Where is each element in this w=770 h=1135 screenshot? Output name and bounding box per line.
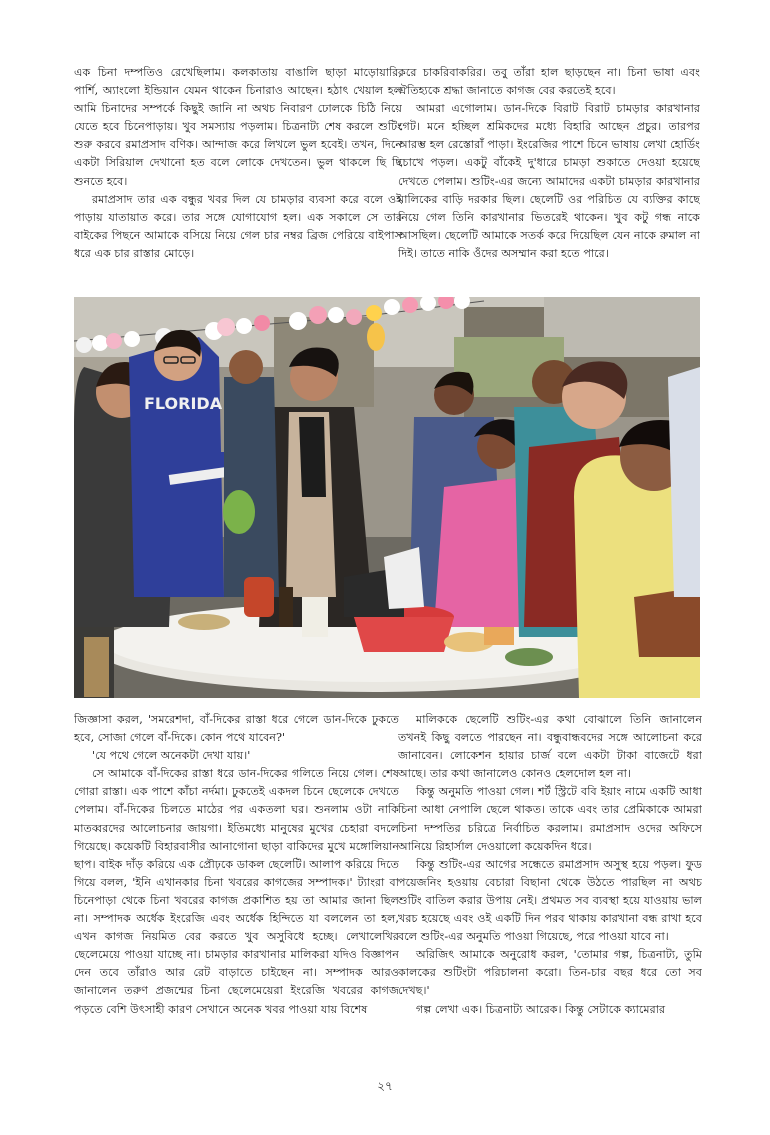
text-column-top-right: [398, 64, 700, 280]
paragraph: করে চাকরিবাকরির। তবু তাঁরা হাল ছাড়ছেন না। চিনা ভাষা এবং ঐতিহ্যকে শ্রদ্ধা জানাতে কাগজ বের করতেই হবে।: [398, 66, 700, 98]
text-column-bottom-right: [398, 711, 702, 1061]
text-column-top-left: [74, 64, 402, 280]
shirt-lettering: FLORIDA: [144, 394, 223, 413]
street-market-photo: [74, 297, 700, 698]
paragraph: 'যে পথে গেলে অনেকটা দেখা যায়।': [92, 749, 251, 763]
paragraph: জিজ্ঞাসা করল, 'সমরেশদা, বাঁ-দিকের রাস্তা ধরে গেলে ডান-দিকে ঢুকতে হবে, সোজা গেলে বাঁ-দিকে। কোন পথে যাবেন?': [74, 713, 399, 745]
page-number: ২৭: [377, 1079, 393, 1093]
text-column-bottom-left: [74, 711, 399, 1061]
paragraph: এক চিনা দম্পতিও রেখেছিলাম। কলকাতায় বাঙালি ছাড়া মাড়োয়ারি, পার্শি, অ্যাংলো ইন্ডিয়ান যেমন থাকেন চিনারাও আছেন। হঠাৎ খেয়াল হল আমি চিনাদের সম্পর্কে কিছুই জানি না অথচ নিবারণ ঢোলকে চিঠি নিয়ে যেতে হবে চিনেপাড়ায়। খুব সমস্যায় পড়লাম। চিত্রনাট্য শেষ করলে শুটিং শুরু করবে রমাপ্রসাদ বণিক। আন্দাজ করে লিখলে ভুল হবেই। তখন, দিনে একটা সিরিয়াল দেখানো হত বলে লোকে দেখতেন। ভুল থাকলে ছি ছি শুনতে হবে।: [74, 66, 402, 188]
paragraph: অরিজিৎ আমাকে অনুরোধ করল, 'তোমার গল্প, চিত্রনাট্য, তুমি কালকের শুটিংটা পরিচালনা করো। তিন-চার বছর ধরে তো সব দেখছ।': [398, 948, 702, 998]
paragraph: কিন্তু অনুমতি পাওয়া গেল। শর্ট স্ট্রিটে ববি ইয়াং নামে একটি আধা চিনা আধা নেপালি ছেলে থাকত। তাকে এবং তার প্রেমিকাকে আমরা চিনা দম্পতির চরিত্রে নির্বাচিত করলাম। রমাপ্রসাদ ওদের অফিসে আনিয়ে রিহার্সাল দেওয়ালো কয়েকদিন ধরে।: [398, 785, 702, 853]
paragraph: সে আমাকে বাঁ-দিকের রাস্তা ধরে ডান-দিকের গলিতে নিয়ে গেল। শেষ গোরা রাস্তা। এক পাশে কাঁচা নর্দমা। ঢুকতেই একদল চিনে ছেলেকে দেখতে পেলাম। বাঁ-দিকের চিলতে মাঠের পর একতলা ঘর। শুনলাম ওটা নাকি মাতব্বরদের আলোচনার জায়গা। ইতিমধ্যে মানুষের মুখের চেহারা বদলে গিয়েছে। কয়েকটি বিহারবাসীর আনাগোনা ছাড়া বাকিদের মুখে মঙ্গোলিয়ান ছাপ। বাইক দাঁড় করিয়ে এক প্রৌঢ়কে ডাকল ছেলেটি। আলাপ করিয়ে দিতে গিয়ে বলল, 'ইনি এখানকার চিনা খবরের কাগজের সম্পাদক।' ট্যাংরা বা চিনেপাড়া থেকে চিনা খবরের কাগজ প্রকাশিত হয় তা আমার জানা ছিল না। সম্পাদক অর্ধেক ইংরেজি এবং অর্ধেক হিন্দিতে যা বললেন তা হল, এখন কাগজ নিয়মিত বের করতে খুব অসুবিধে হচ্ছে। লেখালেখির ছেলেমেয়ে পাওয়া যাচ্ছে না। চামড়ার কারখানার মালিকরা যদিও বিজ্ঞাপন দেন তবে তাঁরাও আর রেট বাড়াতে চাইছেন না। সম্পাদক আরও জানালেন তরুণ প্রজন্মের চিনা ছেলেমেয়েরা ইংরেজি খবরের কাগজ পড়তে বেশি উৎসাহী কারণ সেখানে অনেক খবর পাওয়া যায় বিশেষ: [74, 767, 399, 1016]
paragraph: রমাপ্রসাদ তার এক বন্ধুর খবর দিল যে চামড়ার ব্যবসা করে বলে ওই পাড়ায় যাতায়াত করে। তার সঙ্গে যোগাযোগ হল। এক সকালে সে তার বাইকের পিছনে আমাকে বসিয়ে নিয়ে গেল চার নম্বর ব্রিজ পেরিয়ে বাইপাস ধরে এক চার রাস্তার মোড়ে।: [74, 192, 402, 260]
paragraph: আমরা এগোলাম। ডান-দিকে বিরাট বিরাট চামড়ার কারখানার গেট। মনে হচ্ছিল শ্রমিকদের মধ্যে বিহারি আছেন প্রচুর। তারপর আরম্ভ হল রেস্তোরাঁ পাড়া। ইংরেজির পাশে চিনে ভাষায় লেখা হোর্ডিং চোখে পড়ল। একটু বাঁকেই দু'ধারে চামড়া শুকাতে দেওয়া হয়েছে দেখতে পেলাম। শুটিং-এর জন্যে আমাদের একটা চামড়ার কারখানার মালিকের বাড়ি দরকার ছিল। ছেলেটি ওর পরিচিত যে ব্যক্তির কাছে নিয়ে গেল তিনি কারখানার ভিতরেই থাকেন। খুব কটু গন্ধ নাকে আসছিল। ছেলেটি আমাকে সতর্ক করে দিয়েছিল যেন নাকে রুমাল না দিই। তাতে নাকি ওঁদের অসম্মান করা হতে পারে।: [398, 102, 700, 260]
paragraph: মালিককে ছেলেটি শুটিং-এর কথা বোঝালে তিনি জানালেন তখনই কিছু বলতে পারছেন না। বন্ধুবান্ধবদের সঙ্গে আলোচনা করে জানাবেন। লোকেশন হায়ার চার্জ বলে একটা টাকা বাজেটে ধরা আছে। তার কথা জানালেও কোনও হেলদোল হল না।: [398, 713, 702, 781]
paragraph: কিন্তু শুটিং-এর আগের সন্ধেতে রমাপ্রসাদ অসুস্থ হয়ে পড়ল। ফুড পয়েজনিং হওয়ায় বেচারা বিছানা থেকে উঠতে পারছিল না অথচ শুটিং বাতিল করার উপায় নেই। প্রথমত সব ব্যবস্থা হয়ে যাওয়ায় ভাল খরচ হয়েছে এবং ওই একটি দিন পরব থাকায় কারখানা বন্ধ রাখা হবে বলে শুটিং-এর অনুমতি পাওয়া গিয়েছে, পরে পাওয়া যাবে না।: [398, 857, 702, 944]
paragraph: গল্প লেখা এক। চিত্রনাট্য আরেক। কিন্তু সেটাকে ক্যামেরার: [416, 1002, 666, 1016]
